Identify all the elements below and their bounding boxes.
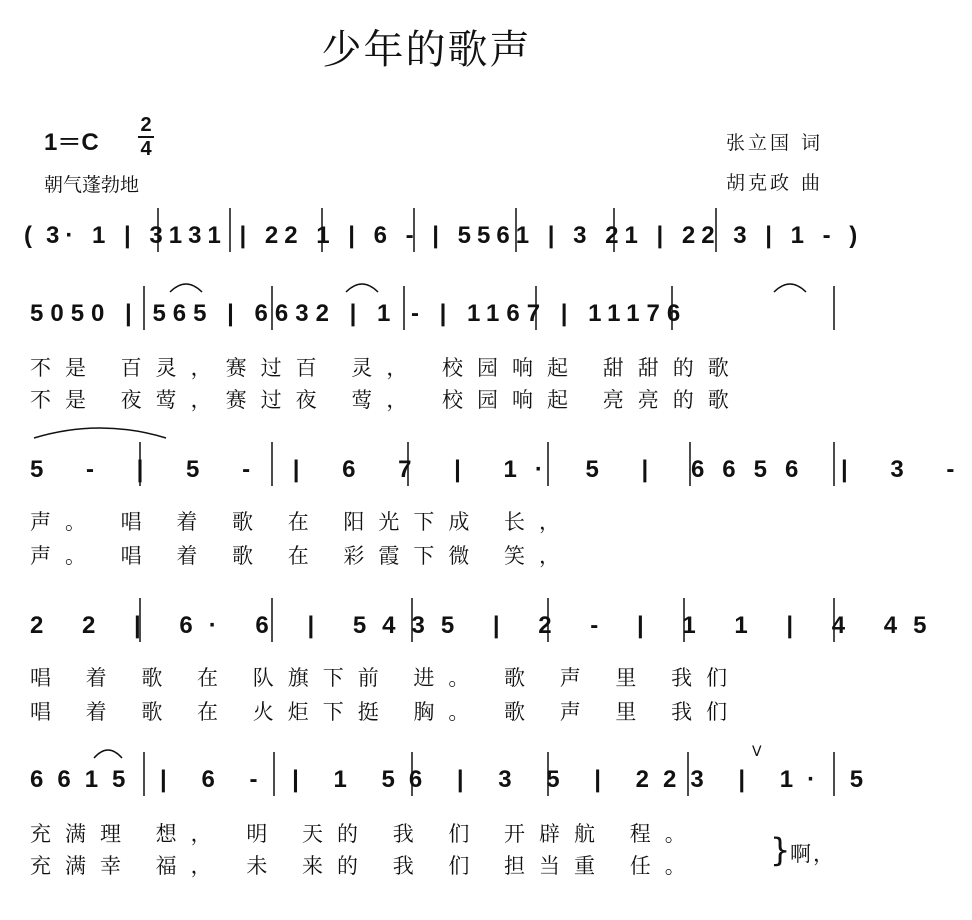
line1-lyric-verse2: 不是 夜莺，赛过夜 莺， 校园响起 亮亮的歌 bbox=[30, 388, 743, 412]
composer-credit: 胡克政 曲 bbox=[726, 172, 824, 194]
key-signature: 1＝C bbox=[44, 129, 99, 156]
line1-notes: 5050 | 565 | 6632 | 1 - | 1167 | 11176 bbox=[30, 300, 688, 327]
intro-open-paren: ( bbox=[24, 222, 39, 249]
breath-mark: V bbox=[752, 744, 762, 760]
time-denominator: 4 bbox=[140, 138, 152, 160]
line2-lyric-verse1: 声。 唱 着 歌 在 阳光下成 长， bbox=[30, 510, 575, 534]
line3-lyric-verse2: 唱 着 歌 在 火炬下挺 胸。 歌 声 里 我们 bbox=[30, 700, 742, 724]
intro-notes: 3· 1 | 3131 | 22 1 | 6 - | 5561 | 3 21 | 22 3 | 1 - ) bbox=[46, 222, 864, 249]
line3-notes: 2 2 | 6· 6 | 5435 | 2 - | 1 1 | 4 45 bbox=[30, 612, 943, 639]
line4-lyric-verse1: 充满理 想， 明 天的 我 们 开辟航 程。 bbox=[30, 822, 700, 846]
line2-lyric-verse2: 声。 唱 着 歌 在 彩霞下微 笑， bbox=[30, 544, 575, 568]
line1-lyric-verse1: 不是 百灵，赛过百 灵， 校园响起 甜甜的歌 bbox=[30, 356, 743, 380]
line4-lyric-verse2: 充满幸 福， 未 来的 我 们 担当重 任。 bbox=[30, 854, 700, 878]
slur bbox=[774, 284, 806, 292]
line2-notes: 5 - | 5 - | 6 7 | 1· 5 | 6656 | 3 - bbox=[30, 456, 972, 483]
tempo-marking: 朝气蓬勃地 bbox=[44, 174, 140, 196]
slur bbox=[346, 284, 378, 292]
verse-brace: } bbox=[770, 831, 791, 869]
slur bbox=[170, 284, 202, 292]
tie bbox=[34, 428, 166, 438]
song-title: 少年的歌声 bbox=[321, 27, 532, 73]
line4-notes: 6615 | 6 - | 1 56 | 3 5 | 223 | 1· 5 bbox=[30, 766, 878, 793]
lyricist-credit: 张立国 词 bbox=[726, 132, 824, 154]
line4-aside-lyric: 啊， bbox=[790, 842, 836, 866]
slur bbox=[94, 750, 122, 758]
line3-lyric-verse1: 唱 着 歌 在 队旗下前 进。 歌 声 里 我们 bbox=[30, 666, 742, 690]
time-numerator: 2 bbox=[140, 114, 152, 136]
